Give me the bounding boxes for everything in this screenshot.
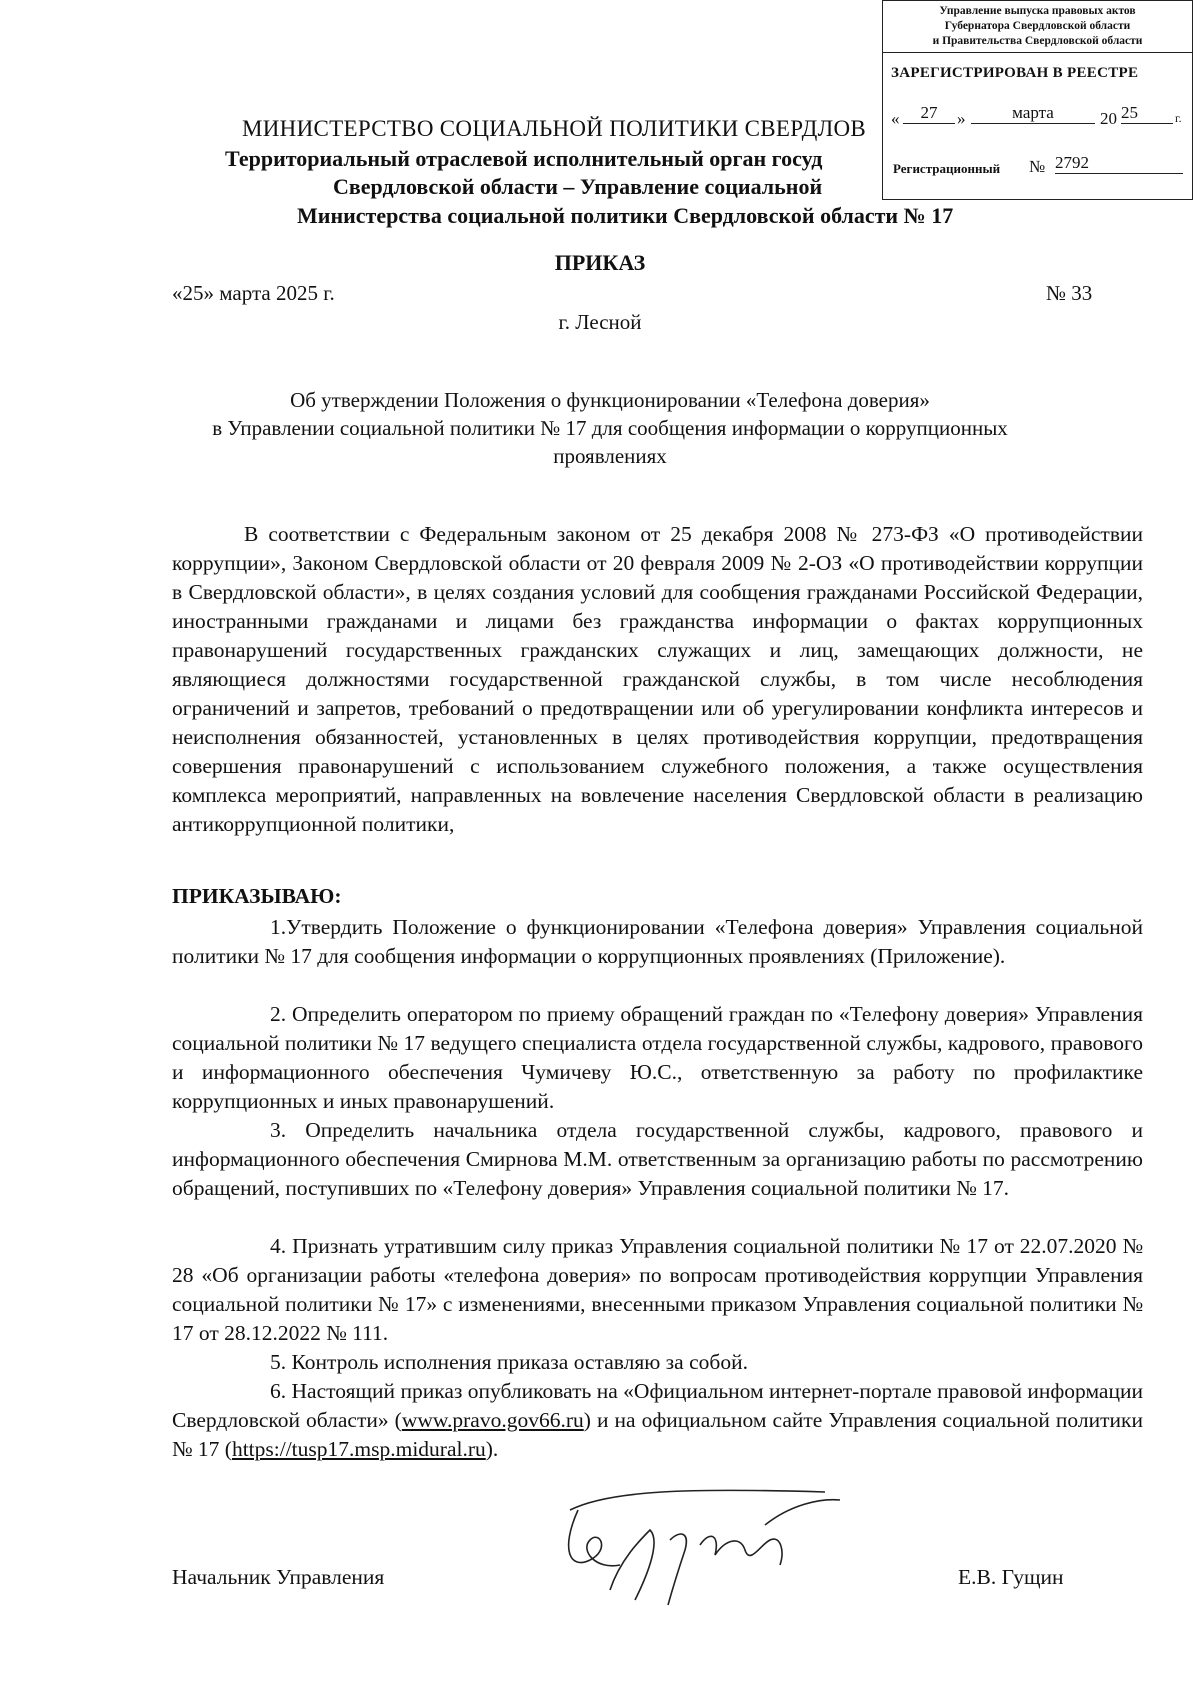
stamp-num-sign: № <box>1029 157 1046 176</box>
stamp-year-prefix: 20 <box>1100 109 1117 128</box>
pravo-portal-link[interactable]: www.pravo.gov66.ru <box>401 1408 584 1432</box>
stamp-header-line3: и Правительства Свердловской области <box>932 35 1143 47</box>
order-item-3-text: 3. Определить начальника отдела государственной службы, кадрового, правового и информационного обеспечения Смирнова М.М. ответственным за организацию работы по рассмотрению обращений, поступивших по «Телефону доверия» Управления социальной политики № 17. <box>172 1118 1143 1200</box>
order-subject <box>130 386 1090 470</box>
order-city: г. Лесной <box>558 310 642 334</box>
header-line-3: Министерства социальной политики Свердловской области № 17 <box>297 203 954 228</box>
order-item-6 <box>172 1377 1143 1464</box>
stamp-date <box>887 103 1187 133</box>
preamble-text: В соответствии с Федеральным законом от 25 декабря 2008 № 273-ФЗ «О противодействии коррупции», Законом Свердловской области от 20 февраля 2009 № 2-ОЗ «О противодействии коррупции в Свердловской области», в целях создания условий для сообщения гражданами Российской Федерации, иностранными гражданами и лицами без гражданства информации о фактах коррупционных правонарушений государственных гражданских служащих и лиц, замещающих должности, не являющиеся должностями государственной гражданской службы, в том числе несоблюдения ограничений и запретов, требований о предотвращении или об урегулировании конфликта интересов и неисполнения обязанностей, установленных в целях противодействия коррупции, предотвращения совершения правонарушений с использованием служебного положения, а также осуществления комплекса мероприятий, направленных на вовлечение населения Свердловской области в реализацию антикоррупционной политики, <box>172 522 1143 836</box>
order-date: «25» марта 2025 г. <box>172 281 335 305</box>
header-line-1: Территориальный отраслевой исполнительный орган госуд <box>225 146 823 171</box>
subject-line-1: Об утверждении Положения о функционировании «Телефона доверия» <box>290 388 930 412</box>
stamp-year-suffix: 25 <box>1121 103 1173 124</box>
stamp-quote-open: « <box>891 109 900 128</box>
stamp-reg-number: 2792 <box>1055 153 1183 174</box>
order-item-1-text: 1.Утвердить Положение о функционировании «Телефона доверия» Управления социальной политики № 17 для сообщения информации о коррупционных проявлениях (Приложение). <box>172 915 1143 968</box>
stamp-quote-close: » <box>957 109 966 128</box>
order-number: № 33 <box>1046 281 1093 305</box>
order-word: ПРИКАЗЫВАЮ: <box>172 884 342 908</box>
order-item-3 <box>172 1116 1143 1203</box>
registry-stamp <box>882 0 1193 200</box>
ministry-title: МИНИСТЕРСТВО СОЦИАЛЬНОЙ ПОЛИТИКИ СВЕРДЛОВ <box>242 116 867 141</box>
order-item-4-text: 4. Признать утратившим силу приказ Управления социальной политики № 17 от 22.07.2020 № 28 «Об организации работы «телефона доверия» по вопросам противодействия коррупции Управления социальной политики № 17» с изменениями, внесенными приказом Управления социальной политики № 17 от 28.12.2022 № 111. <box>172 1234 1143 1345</box>
subject-line-2: в Управлении социальной политики № 17 для сообщения информации о коррупционных <box>212 416 1008 440</box>
order-item-1 <box>172 913 1143 971</box>
handwritten-signature <box>550 1470 850 1610</box>
order-item-6-text-a: 6. Настоящий приказ опубликовать на «Официальном интернет-портале правовой информации Свердловской области» ( <box>172 1379 1143 1432</box>
order-item-5 <box>172 1348 1143 1377</box>
stamp-day: 27 <box>903 103 955 124</box>
order-item-6-text-c: ). <box>485 1437 499 1461</box>
header-line-2: Свердловской области – Управление социальной <box>333 174 823 199</box>
order-item-5-text: 5. Контроль исполнения приказа оставляю за собой. <box>270 1350 748 1374</box>
preamble-paragraph <box>172 520 1143 839</box>
signatory-name: Е.В. Гущин <box>958 1565 1064 1589</box>
stamp-reg-number-row <box>893 153 1183 183</box>
subject-line-3: проявлениях <box>553 444 667 468</box>
signatory-position: Начальник Управления <box>172 1565 385 1589</box>
order-item-4 <box>172 1232 1143 1348</box>
stamp-header <box>883 1 1192 53</box>
order-item-6-text-b: ) и на официальном сайте Управления социальной политики № 17 ( <box>172 1408 1143 1461</box>
stamp-registered-label: ЗАРЕГИСТРИРОВАН В РЕЕСТРЕ <box>891 65 1139 81</box>
stamp-year-label: г. <box>1175 111 1182 125</box>
order-item-2 <box>172 1000 1143 1116</box>
tusp17-site-link[interactable]: https://tusp17.msp.midural.ru <box>231 1437 486 1461</box>
stamp-month: марта <box>971 103 1095 124</box>
stamp-header-line2: Губернатора Свердловской области <box>944 20 1131 32</box>
stamp-reg-label: Регистрационный <box>893 161 1001 176</box>
stamp-header-line1: Управление выпуска правовых актов <box>939 5 1136 17</box>
order-item-2-text: 2. Определить оператором по приему обращений граждан по «Телефону доверия» Управления социальной политики № 17 ведущего специалиста отдела государственной службы, кадрового, правового и информационного обеспечения Чумичеву Ю.С., ответственную за работу по профилактике коррупционных и иных правонарушений. <box>172 1002 1143 1113</box>
order-title: ПРИКАЗ <box>554 250 646 275</box>
